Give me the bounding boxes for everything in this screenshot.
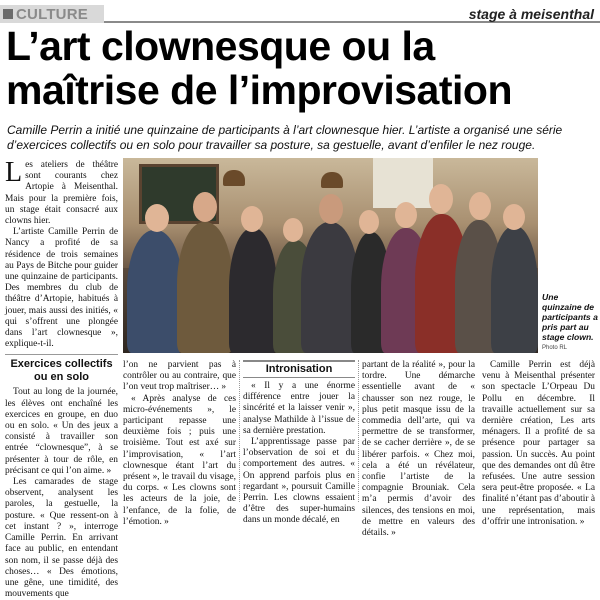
participant-head [283, 218, 303, 242]
column-5 [482, 360, 595, 528]
participant [177, 222, 233, 353]
rubric-square-icon [3, 9, 13, 19]
participant-head [241, 206, 263, 232]
col4-paragraph-1: partant de la réalité », pour la tordre. Une démarche essentielle avant de « chausser son nez rouge, le plus petit masque issu de la commedia dell’arte, qui va permettre de se transformer, de se cacher derrière », de se libérer parfois. « Chez moi, cela a été un révélateur, confie l’artiste de la compagnie Brouniak. Cela m’a permis d’avoir des silences, des tensions en moi, de mettre en valeurs des détails. » [362, 360, 475, 539]
group-photo [123, 158, 538, 353]
col1-paragraph-3: Tout au long de la journée, les élèves ont enchaîné les exercices en groupe, en duo ou en solo. « Un des jeux a consisté à travailler son entrée “clownesque”, à se présenter à tour de rôle, en précisant ce qui l’on aime. » [5, 387, 118, 476]
participant-head [503, 204, 525, 230]
rubric-label: CULTURE [16, 6, 88, 23]
window [373, 158, 433, 208]
col5-paragraph-1: Camille Perrin est déjà venu à Meisenthal présenter son spectacle L’Orpeau Du Pollu en décembre. Il travaille actuellement sur sa dernière création, Les arts ménagers. Il a profité de sa présence pour partager sa passion. Un succès. Au point que des demandes ont dû être refusées. Une autre session sera peut-être proposée. « La finalité n’étant pas d’aboutir à une représentation, mais d’offrir une intronisation. » [482, 360, 595, 527]
section-heading: Intronisation [243, 360, 355, 378]
lead-paragraph: Camille Perrin a initié une quinzaine de participants à l’art clownesque hier. L’artiste a organisé une série d’exercices collectifs ou en solo pour travailler sa posture, sa gestuelle, avant d’enfiler le nez rouge. [7, 123, 563, 152]
dropcap: L [5, 157, 23, 188]
column-1 [5, 157, 118, 600]
participant-head [395, 202, 417, 228]
participant-head [319, 194, 343, 224]
column-2 [123, 360, 236, 528]
col3-paragraph-2: L’apprentissage passe par l’observation de soi et du comportement des autres. « On apprend parfois plus en regardant », poursuit Camille Perrin. Les clowns essaient d’être des super-humains dans un monde décalé, en [243, 437, 355, 526]
participant [229, 228, 277, 353]
lamp [223, 170, 245, 186]
rubric-header [0, 5, 600, 25]
participant [127, 230, 183, 353]
column-divider [358, 360, 359, 502]
headline: L’art clownesque ou la maîtrise de l’improvisation [6, 23, 512, 113]
participant-head [193, 192, 217, 222]
participant-head [429, 184, 453, 214]
location-tag: stage à meisenthal [468, 6, 594, 22]
col1-paragraph-1: es ateliers de théâtre sont courants chez Artopie à Meisenthal. Mais pour la première fois, un stage était consacré aux clowns hier. [5, 160, 118, 227]
photo-caption [542, 292, 598, 352]
col3-paragraph-1: « Il y a une énorme différence entre jouer la sincérité et la laisser venir », analyse Mathilde à l’issue de sa dernière prestation. [243, 381, 355, 436]
participant [491, 226, 538, 353]
col2-paragraph-1: l’on ne parvient pas à contrôler ou au contraire, que l’on veut trop maîtriser… » [123, 360, 236, 393]
column-divider [239, 360, 240, 502]
col1-paragraph-4: Les camarades de stage observent, analysent les paroles, la gestuelle, la posture. « Que ressent-on à cet instant ? », interroge Camille Perrin. En arrivant face au public, en entendant son nom, il se passe déjà des choses… « Des émotions, une gêne, une timidité, des mouvements que [5, 477, 118, 600]
photo-credit: Photo RL [542, 345, 568, 351]
lamp [321, 172, 343, 188]
col1-paragraph-2: L’artiste Camille Perrin de Nancy a profité de sa résidence de trois semaines au Pays de Bitche pour guider une quinzaine de participants. Des membres du club de théâtre d’Artopie, habitués à jouer, mais aussi des initiés, « qui s’offrent une plongée dans l’art clownesque », explique-t-il. [5, 227, 118, 350]
column-4 [362, 360, 475, 539]
col2-paragraph-2: « Après analyse de ces micro-événements », le participant repasse une deuxième fois ; puis une troisième. Tout est axé sur l’improvisation, « l’art clownesque étant l’art du présent », le travail du visage, du corps. « Les clowns sont les acteurs de la joie, de l’enfance, de la folie, de l’émotion. » [123, 393, 236, 527]
participant-head [359, 210, 379, 234]
participant-head [469, 192, 491, 220]
column-3 [243, 360, 355, 527]
caption-text: Une quinzaine de participants a pris part au stage clown. [542, 292, 598, 342]
participant-head [145, 204, 169, 232]
subheading: Exercices collectifs ou en solo [5, 354, 118, 383]
